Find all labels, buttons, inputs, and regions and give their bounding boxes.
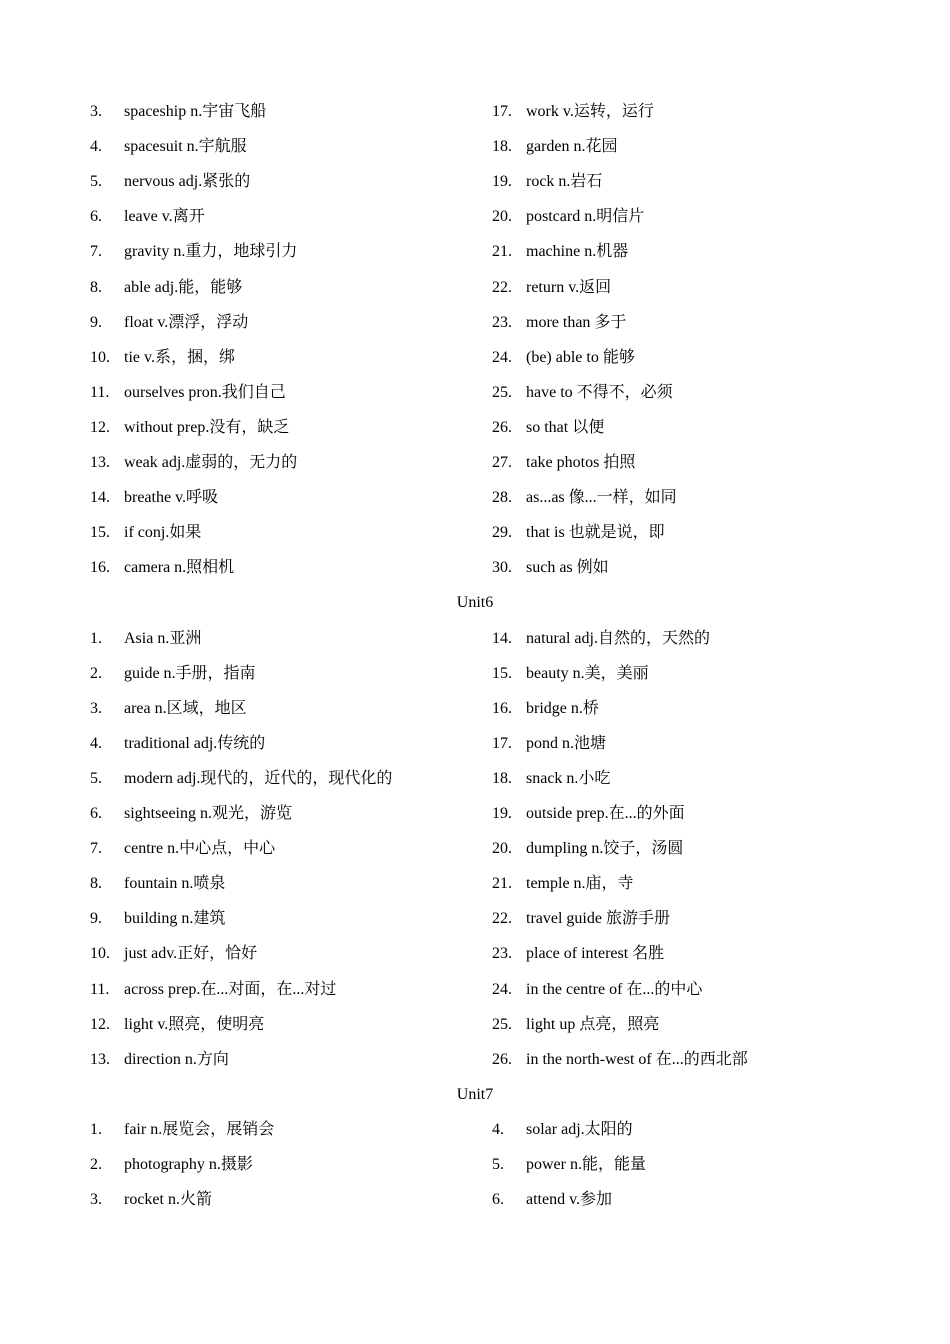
entry-text: leave v.离开 [124, 208, 205, 225]
entry-text: ourselves pron.我们自己 [124, 384, 286, 401]
entry-number: 15. [90, 524, 110, 541]
entry-text: sightseeing n.观光，游览 [124, 805, 292, 822]
entry-text: such as 例如 [526, 559, 609, 576]
entry-number: 27. [492, 454, 512, 471]
entry-text: bridge n.桥 [526, 700, 599, 717]
entry-text: direction n.方向 [124, 1051, 229, 1068]
entry-text: traditional adj.传统的 [124, 735, 266, 752]
entry-text: without prep.没有，缺乏 [124, 419, 290, 436]
entry-text: machine n.机器 [526, 243, 629, 260]
entry-number: 7. [90, 243, 102, 260]
entry-text: centre n.中心点，中心 [124, 840, 276, 857]
entry-number: 6. [90, 805, 102, 822]
entry-text: have to 不得不，必须 [526, 384, 673, 401]
entry-number: 8. [90, 279, 102, 296]
entry-text: Asia n.亚洲 [124, 630, 202, 647]
entry-number: 9. [90, 910, 102, 927]
entry-text: (be) able to 能够 [526, 349, 635, 366]
entry-number: 28. [492, 489, 512, 506]
entry-number: 30. [492, 559, 512, 576]
entry-number: 24. [492, 981, 512, 998]
entry-text: place of interest 名胜 [526, 945, 665, 962]
entry-text: in the centre of 在...的中心 [526, 981, 703, 998]
entry-text: spacesuit n.宇航服 [124, 138, 247, 155]
entry-number: 26. [492, 419, 512, 436]
entry-number: 6. [492, 1191, 504, 1208]
entry-number: 5. [90, 173, 102, 190]
entry-number: 14. [492, 630, 512, 647]
entry-number: 26. [492, 1051, 512, 1068]
entry-number: 22. [492, 279, 512, 296]
entry-text: postcard n.明信片 [526, 208, 645, 225]
entry-text: across prep.在...对面，在...对过 [124, 981, 337, 998]
entry-number: 6. [90, 208, 102, 225]
entry-text: solar adj.太阳的 [526, 1121, 633, 1138]
entry-text: that is 也就是说，即 [526, 524, 665, 541]
entry-text: so that 以便 [526, 419, 605, 436]
entry-text: light v.照亮，使明亮 [124, 1016, 265, 1033]
entry-text: gravity n.重力，地球引力 [124, 243, 298, 260]
entry-text: power n.能，能量 [526, 1156, 646, 1173]
entry-text: return v.返回 [526, 279, 612, 296]
entry-text: breathe v.呼吸 [124, 489, 219, 506]
entry-number: 7. [90, 840, 102, 857]
entry-number: 16. [90, 559, 110, 576]
entry-number: 23. [492, 945, 512, 962]
entry-text: dumpling n.饺子，汤圆 [526, 840, 684, 857]
entry-text: take photos 拍照 [526, 454, 636, 471]
entry-number: 4. [90, 138, 102, 155]
entry-number: 2. [90, 665, 102, 682]
entry-text: natural adj.自然的，天然的 [526, 630, 710, 647]
entry-text: float v.漂浮，浮动 [124, 314, 249, 331]
entry-text: as...as 像...一样，如同 [526, 489, 677, 506]
entry-number: 14. [90, 489, 110, 506]
entry-text: more than 多于 [526, 314, 627, 331]
entry-number: 4. [90, 735, 102, 752]
entry-number: 24. [492, 349, 512, 366]
entry-number: 18. [492, 138, 512, 155]
entry-number: 5. [492, 1156, 504, 1173]
entry-number: 25. [492, 1016, 512, 1033]
entry-text: pond n.池塘 [526, 735, 607, 752]
entry-text: beauty n.美，美丽 [526, 665, 649, 682]
entry-number: 12. [90, 1016, 110, 1033]
unit-heading: Unit6 [456, 594, 494, 612]
entry-number: 18. [492, 770, 512, 787]
entry-number: 10. [90, 945, 110, 962]
entry-number: 1. [90, 630, 102, 647]
entry-text: outside prep.在...的外面 [526, 805, 685, 822]
entry-text: in the north-west of 在...的西北部 [526, 1051, 748, 1068]
entry-text: just adv.正好，恰好 [124, 945, 258, 962]
entry-number: 19. [492, 805, 512, 822]
entry-text: camera n.照相机 [124, 559, 235, 576]
entry-text: area n.区域，地区 [124, 700, 247, 717]
entry-text: fair n.展览会，展销会 [124, 1121, 275, 1138]
entry-number: 3. [90, 700, 102, 717]
entry-text: if conj.如果 [124, 524, 202, 541]
entry-number: 11. [90, 384, 110, 401]
entry-number: 5. [90, 770, 102, 787]
entry-text: garden n.花园 [526, 138, 618, 155]
entry-number: 16. [492, 700, 512, 717]
entry-text: rock n.岩石 [526, 173, 603, 190]
entry-text: modern adj.现代的，近代的，现代化的 [124, 770, 393, 787]
entry-number: 19. [492, 173, 512, 190]
entry-number: 21. [492, 243, 512, 260]
entry-text: light up 点亮，照亮 [526, 1016, 660, 1033]
entry-text: weak adj.虚弱的，无力的 [124, 454, 298, 471]
entry-number: 22. [492, 910, 512, 927]
entry-text: tie v.系，捆，绑 [124, 349, 235, 366]
entry-text: attend v.参加 [526, 1191, 613, 1208]
entry-number: 8. [90, 875, 102, 892]
entry-text: travel guide 旅游手册 [526, 910, 670, 927]
entry-number: 2. [90, 1156, 102, 1173]
entry-number: 17. [492, 103, 512, 120]
entry-text: building n.建筑 [124, 910, 226, 927]
entry-text: photography n.摄影 [124, 1156, 253, 1173]
entry-number: 12. [90, 419, 110, 436]
entry-number: 21. [492, 875, 512, 892]
entry-number: 25. [492, 384, 512, 401]
entry-number: 3. [90, 103, 102, 120]
entry-number: 11. [90, 981, 110, 998]
entry-text: spaceship n.宇宙飞船 [124, 103, 267, 120]
entry-text: rocket n.火箭 [124, 1191, 212, 1208]
entry-number: 23. [492, 314, 512, 331]
entry-text: temple n.庙，寺 [526, 875, 634, 892]
entry-text: able adj.能，能够 [124, 279, 243, 296]
entry-number: 20. [492, 840, 512, 857]
entry-number: 17. [492, 735, 512, 752]
entry-number: 3. [90, 1191, 102, 1208]
entry-number: 13. [90, 454, 110, 471]
entry-number: 9. [90, 314, 102, 331]
entry-text: nervous adj.紧张的 [124, 173, 251, 190]
unit-heading: Unit7 [456, 1085, 494, 1103]
entry-number: 1. [90, 1121, 102, 1138]
entry-text: snack n.小吃 [526, 770, 611, 787]
entry-number: 10. [90, 349, 110, 366]
entry-number: 13. [90, 1051, 110, 1068]
entry-text: fountain n.喷泉 [124, 875, 226, 892]
entry-text: guide n.手册，指南 [124, 665, 256, 682]
entry-number: 29. [492, 524, 512, 541]
entry-text: work v.运转，运行 [526, 103, 654, 120]
entry-number: 15. [492, 665, 512, 682]
entry-number: 4. [492, 1121, 504, 1138]
entry-number: 20. [492, 208, 512, 225]
